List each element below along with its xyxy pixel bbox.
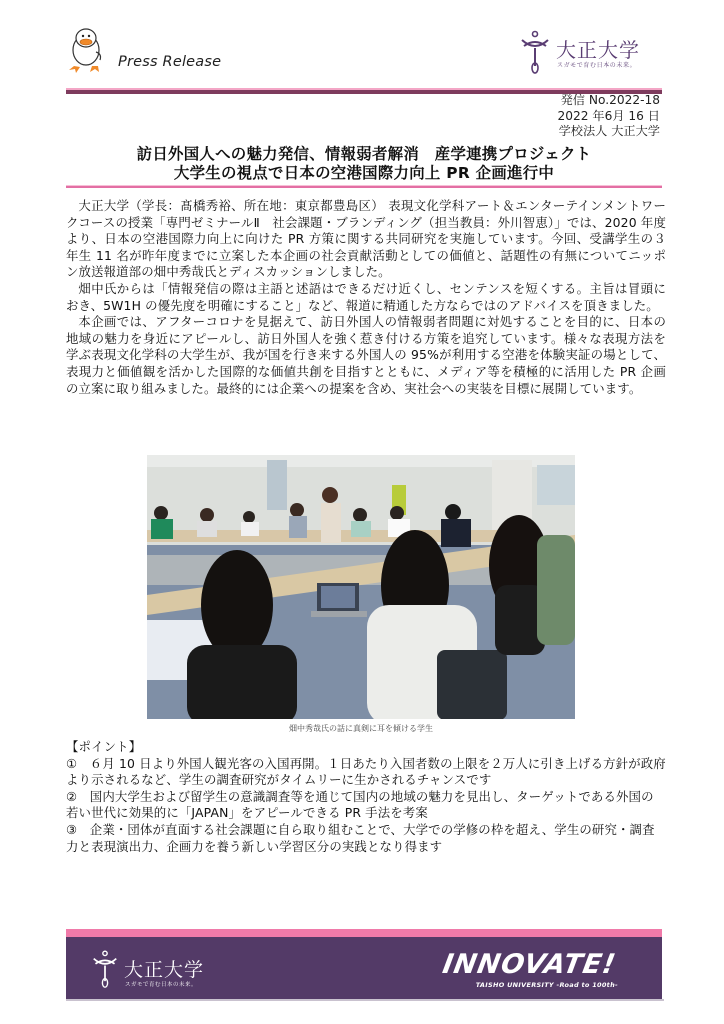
point-item: ② 国内大学生および留学生の意識調査等を通じて国内の地域の魅力を見出し、ターゲットである外国の若い世代に効果的に「JAPAN」をアピールできる PR 手法を考案	[66, 788, 654, 821]
footer-accent-bar	[66, 929, 662, 937]
release-date: 2022 年6月 16 日	[557, 108, 660, 123]
press-release-label: Press Release	[118, 54, 222, 70]
title-divider	[66, 185, 662, 188]
footer-university-name: 大正大学	[124, 959, 205, 981]
university-name: 大正大学	[556, 38, 640, 62]
innovate-subtitle: TAISHO UNIVERSITY -Road to 100th-	[475, 981, 618, 989]
university-tagline: スガモで育む日本の未来。	[557, 62, 637, 69]
photo-caption: 畑中秀哉氏の話に真剣に耳を傾ける学生	[289, 724, 433, 733]
footer-banner	[66, 937, 662, 999]
classroom-photo	[147, 455, 575, 719]
body-paragraph: 本企画では、アフターコロナを見据えて、訪日外国人の情報弱者問題に対処することを目的に、日本の地域の魅力を身近にアピールし、訪日外国人を強く惹き付ける方策を追究しています。様々な表現方法を学ぶ表現文化学科の大学生が、我が国を行き来する外国人の 95%が利用する空港を体験実証の場として、表現力と価値観を活かした国際的な価値共創を目指すとともに、メディア等を積極的に活用した PR 企画の立案に取り組みました。最終的には企業への提案を含め、実社会への実装を目標に展開しています。	[66, 314, 666, 396]
body-paragraph: 畑中氏からは「情報発信の際は主語と述語はできるだけ近くし、センテンスを短くする。主旨は冒頭におき、5W1H の優先度を明確にすること」など、報道に精通した方ならではのアドバイスを頂きました。	[66, 280, 666, 313]
key-points	[66, 739, 666, 855]
university-logo	[520, 30, 660, 74]
points-heading: 【ポイント】	[66, 739, 142, 754]
body-paragraph: 大正大学（学長：髙橋秀裕、所在地：東京都豊島区） 表現文化学科アート＆エンターテインメントワークコースの授業「専門ゼミナールⅡ 社会課題・ブランディング（担当教員：外川智恵）」では、2020 年度より、日本の空港国際力向上に向けた PR 方策に関する共同研究を実施しています。今回、受講学生の３年生 11 名が昨年度までに立案した本企画の社会貢献活動としての価値と、話題性の有無についてニッポン放送報道部の畑中秀哉氏とディスカッションしました。	[66, 198, 666, 280]
duck-mascot-icon	[66, 26, 110, 74]
footer-shadow	[66, 999, 664, 1001]
issue-number: 発信 No.2022-18	[560, 93, 660, 107]
title-line-2: 大学生の視点で日本の空港国際力向上 PR 企画進行中	[173, 164, 555, 182]
university-emblem-icon	[92, 949, 118, 989]
body-text	[66, 198, 666, 397]
point-item: ③ 企業・団体が直面する社会課題に自ら取り組むことで、大学での学修の枠を超え、学生の研究・調査力と表現演出力、企画力を養う新しい学習区分の実践となり得ます	[66, 821, 655, 854]
university-emblem-icon	[520, 30, 550, 74]
innovate-slogan: INNOVATE!	[440, 949, 619, 980]
issuer: 学校法人 大正大学	[558, 124, 660, 138]
point-item: ① ６月 10 日より外国人観光客の入国再開。１日あたり入国者数の上限を２万人に引き上げる方針が政府より示されるなど、学生の調査研究がタイムリーに生かされるチャンスです	[66, 755, 666, 788]
footer-tagline: スガモで育む日本の未来。	[125, 982, 198, 988]
page-title	[66, 145, 662, 183]
title-line-1: 訪日外国人への魅力発信、情報弱者解消 産学連携プロジェクト	[136, 145, 592, 163]
release-meta	[558, 93, 660, 140]
